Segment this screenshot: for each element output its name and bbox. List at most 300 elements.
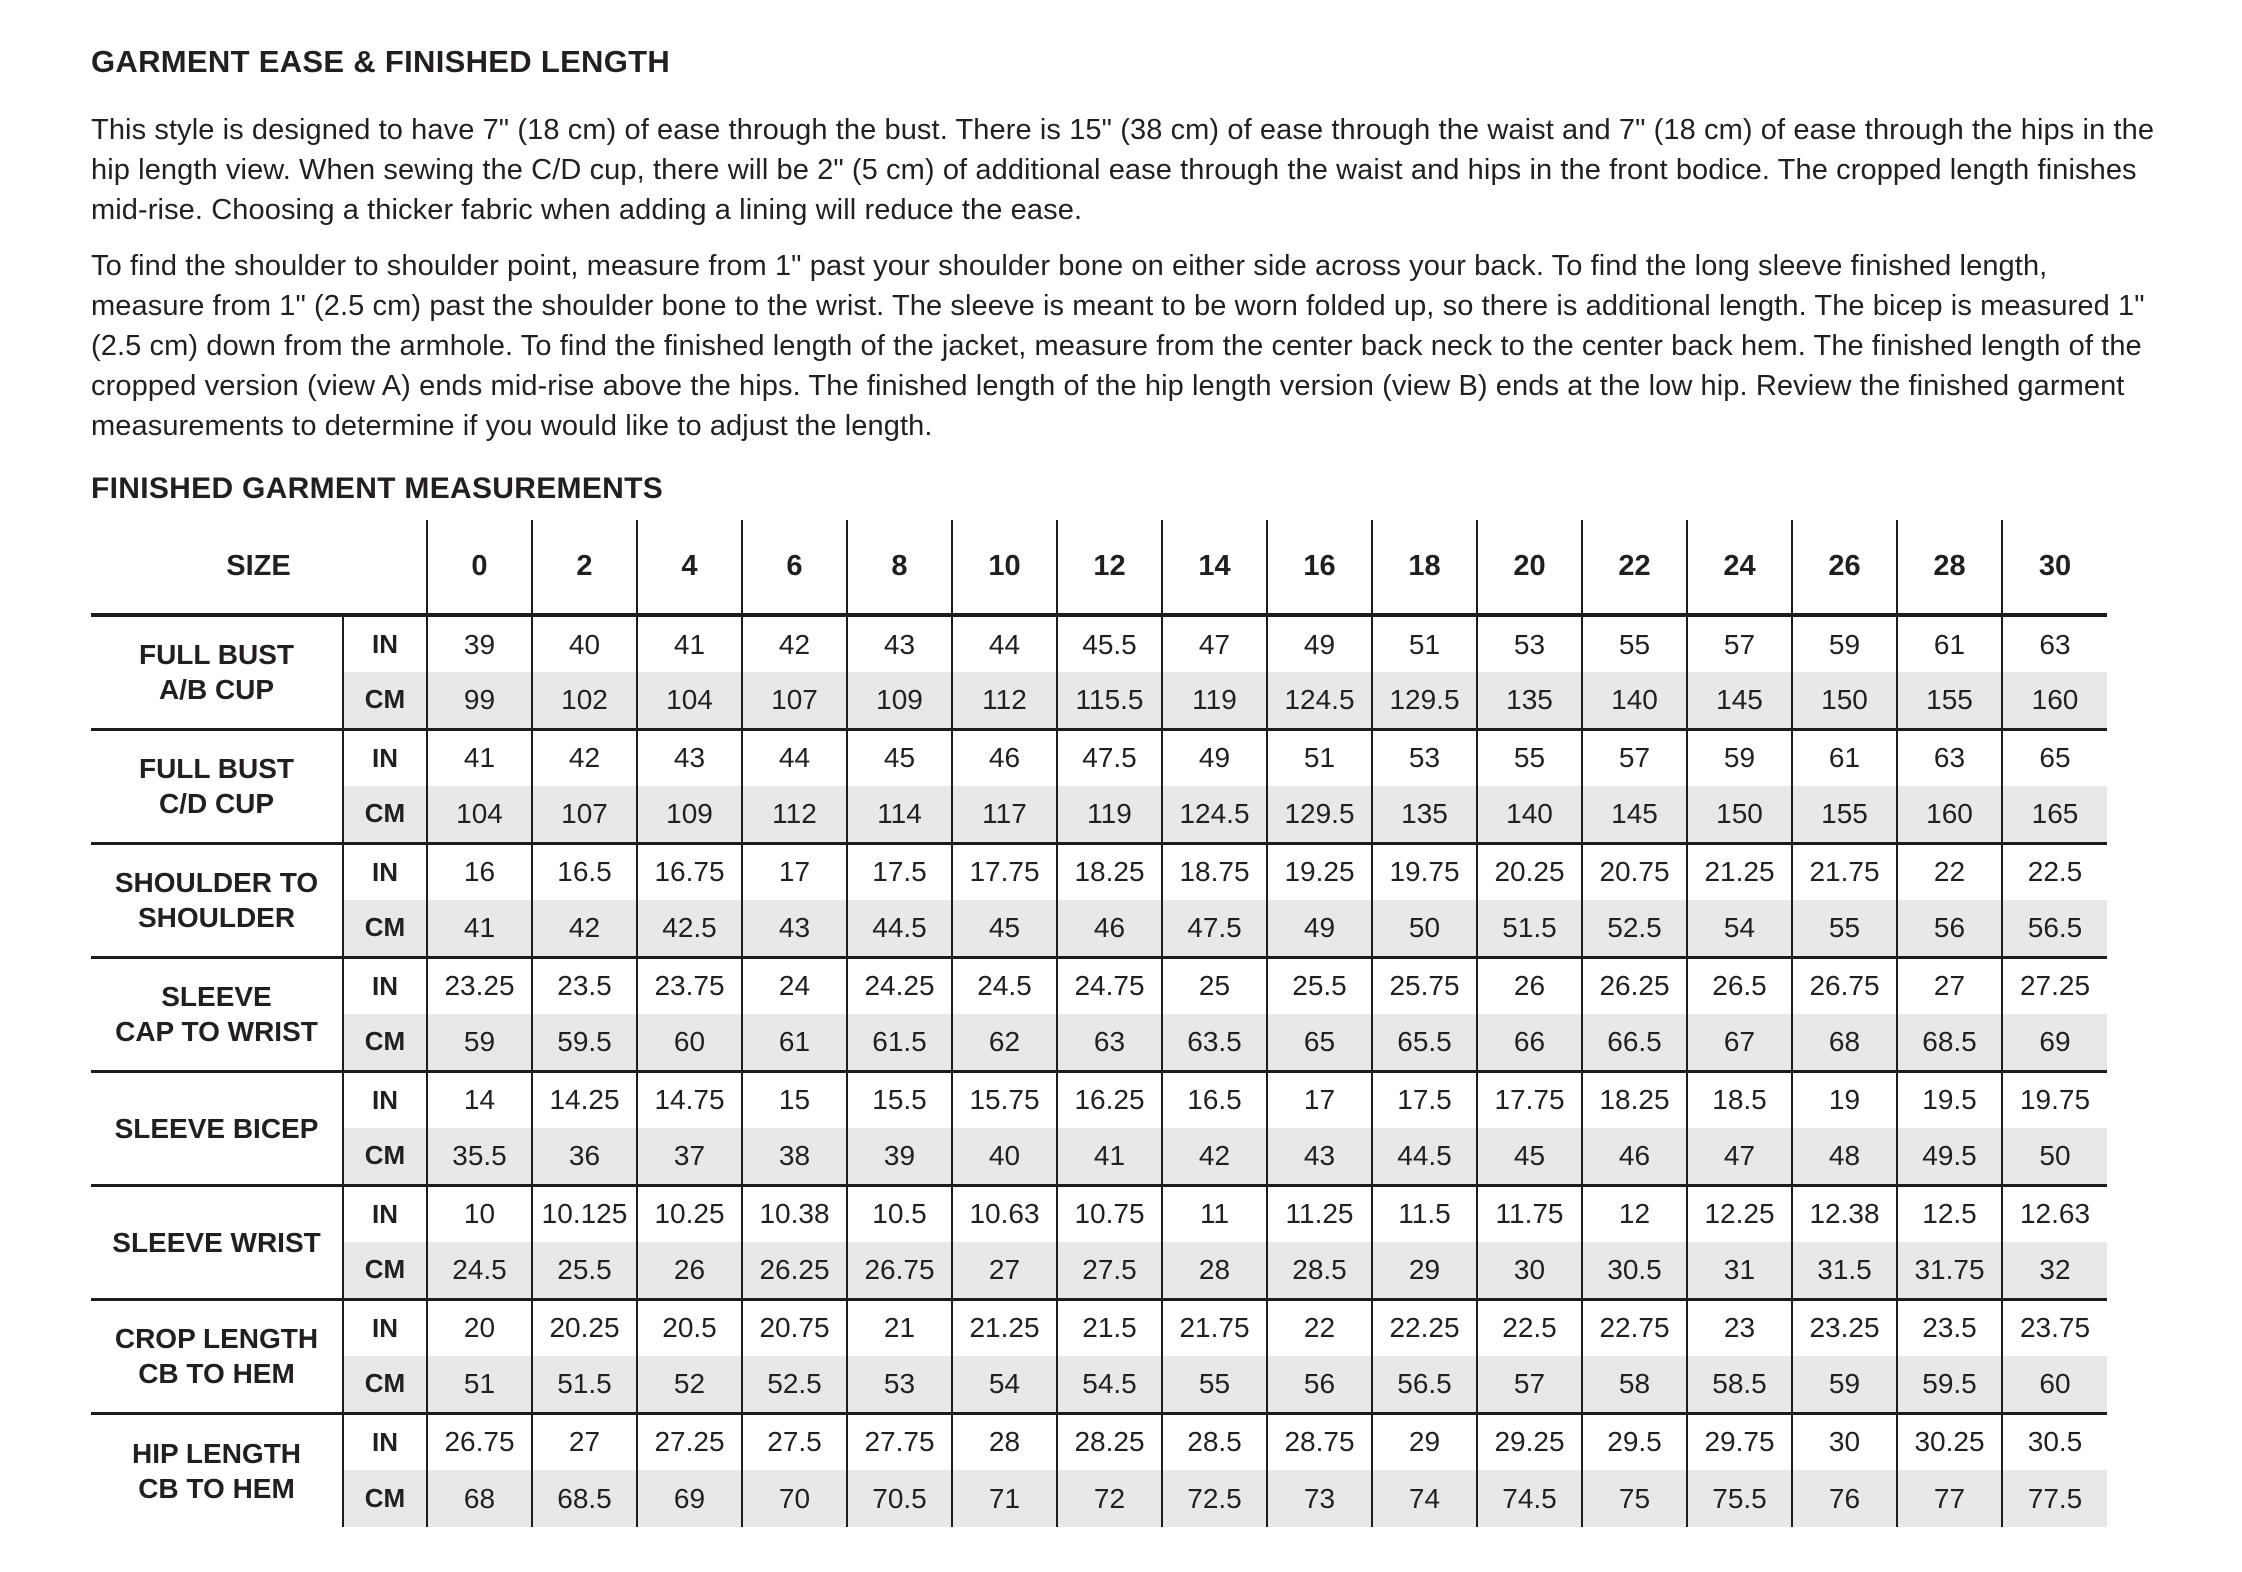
size-header-10: 10	[952, 520, 1057, 615]
value-cm: 51.5	[1477, 900, 1582, 957]
value-cm: 31.75	[1897, 1242, 2002, 1299]
value-cm: 140	[1582, 672, 1687, 729]
value-cm: 70.5	[847, 1470, 952, 1527]
value-cm: 47.5	[1162, 900, 1267, 957]
value-cm: 30	[1477, 1242, 1582, 1299]
measurement-in-row	[91, 1413, 2107, 1470]
value-in: 12.5	[1897, 1185, 2002, 1242]
value-in: 21.5	[1057, 1299, 1162, 1356]
measurement-in-row	[91, 1299, 2107, 1356]
value-in: 29	[1372, 1413, 1477, 1470]
value-cm: 54	[1687, 900, 1792, 957]
size-header-6: 6	[742, 520, 847, 615]
value-cm: 165	[2002, 786, 2107, 843]
value-cm: 60	[2002, 1356, 2107, 1413]
value-in: 28	[952, 1413, 1057, 1470]
value-in: 51	[1372, 615, 1477, 672]
value-in: 26.75	[427, 1413, 532, 1470]
value-cm: 115.5	[1057, 672, 1162, 729]
value-cm: 54	[952, 1356, 1057, 1413]
value-cm: 56	[1267, 1356, 1372, 1413]
unit-label-in: IN	[343, 1299, 427, 1356]
value-cm: 124.5	[1267, 672, 1372, 729]
unit-label-cm: CM	[343, 1128, 427, 1185]
value-cm: 68.5	[1897, 1014, 2002, 1071]
measurement-in-row	[91, 729, 2107, 786]
value-cm: 25.5	[532, 1242, 637, 1299]
value-cm: 109	[637, 786, 742, 843]
value-cm: 160	[1897, 786, 2002, 843]
measurement-label: SLEEVE WRIST	[91, 1185, 343, 1299]
value-cm: 102	[532, 672, 637, 729]
value-cm: 42.5	[637, 900, 742, 957]
value-cm: 26	[637, 1242, 742, 1299]
value-in: 15	[742, 1071, 847, 1128]
value-cm: 155	[1792, 786, 1897, 843]
value-in: 44	[742, 729, 847, 786]
value-in: 19.75	[1372, 843, 1477, 900]
value-in: 15.75	[952, 1071, 1057, 1128]
value-cm: 56	[1897, 900, 2002, 957]
measurement-in-row	[91, 615, 2107, 672]
value-cm: 99	[427, 672, 532, 729]
value-cm: 41	[427, 900, 532, 957]
value-cm: 36	[532, 1128, 637, 1185]
value-in: 18.25	[1582, 1071, 1687, 1128]
value-cm: 52	[637, 1356, 742, 1413]
value-cm: 24.5	[427, 1242, 532, 1299]
value-in: 61	[1792, 729, 1897, 786]
value-in: 26.25	[1582, 957, 1687, 1014]
size-header-16: 16	[1267, 520, 1372, 615]
value-cm: 124.5	[1162, 786, 1267, 843]
value-cm: 51	[427, 1356, 532, 1413]
value-in: 20.75	[1582, 843, 1687, 900]
value-in: 15.5	[847, 1071, 952, 1128]
value-in: 53	[1372, 729, 1477, 786]
size-header-row	[91, 520, 2107, 615]
value-in: 45	[847, 729, 952, 786]
value-cm: 72	[1057, 1470, 1162, 1527]
unit-label-in: IN	[343, 1071, 427, 1128]
value-in: 11.5	[1372, 1185, 1477, 1242]
value-in: 20.75	[742, 1299, 847, 1356]
value-cm: 129.5	[1372, 672, 1477, 729]
value-in: 10.25	[637, 1185, 742, 1242]
value-in: 21	[847, 1299, 952, 1356]
value-cm: 69	[2002, 1014, 2107, 1071]
value-cm: 56.5	[2002, 900, 2107, 957]
measurement-cm-row	[91, 1014, 2107, 1071]
size-header-2: 2	[532, 520, 637, 615]
value-cm: 58	[1582, 1356, 1687, 1413]
value-in: 12.38	[1792, 1185, 1897, 1242]
value-cm: 68.5	[532, 1470, 637, 1527]
value-in: 11.25	[1267, 1185, 1372, 1242]
value-cm: 55	[1792, 900, 1897, 957]
value-in: 22	[1267, 1299, 1372, 1356]
value-cm: 31	[1687, 1242, 1792, 1299]
value-cm: 104	[427, 786, 532, 843]
value-in: 21.75	[1792, 843, 1897, 900]
unit-label-in: IN	[343, 843, 427, 900]
value-in: 24.25	[847, 957, 952, 1014]
size-header-0: 0	[427, 520, 532, 615]
section-title-finished-measurements: FINISHED GARMENT MEASUREMENTS	[91, 472, 664, 505]
value-in: 16	[427, 843, 532, 900]
value-in: 24	[742, 957, 847, 1014]
value-cm: 27	[952, 1242, 1057, 1299]
value-cm: 145	[1582, 786, 1687, 843]
value-in: 23.75	[637, 957, 742, 1014]
value-in: 29.75	[1687, 1413, 1792, 1470]
value-in: 27.75	[847, 1413, 952, 1470]
value-cm: 35.5	[427, 1128, 532, 1185]
value-in: 27	[1897, 957, 2002, 1014]
value-in: 16.5	[1162, 1071, 1267, 1128]
value-cm: 32	[2002, 1242, 2107, 1299]
value-cm: 57	[1477, 1356, 1582, 1413]
value-cm: 39	[847, 1128, 952, 1185]
value-cm: 41	[1057, 1128, 1162, 1185]
measurement-cm-row	[91, 1470, 2107, 1527]
value-in: 19	[1792, 1071, 1897, 1128]
value-cm: 67	[1687, 1014, 1792, 1071]
value-cm: 119	[1057, 786, 1162, 843]
value-in: 21.75	[1162, 1299, 1267, 1356]
unit-label-cm: CM	[343, 786, 427, 843]
value-cm: 66	[1477, 1014, 1582, 1071]
value-cm: 62	[952, 1014, 1057, 1071]
value-in: 20.25	[532, 1299, 637, 1356]
measurement-cm-row	[91, 900, 2107, 957]
value-cm: 160	[2002, 672, 2107, 729]
value-in: 41	[427, 729, 532, 786]
value-cm: 29	[1372, 1242, 1477, 1299]
value-cm: 26.75	[847, 1242, 952, 1299]
value-cm: 75.5	[1687, 1470, 1792, 1527]
value-cm: 45	[1477, 1128, 1582, 1185]
value-cm: 60	[637, 1014, 742, 1071]
value-in: 17	[1267, 1071, 1372, 1128]
value-in: 17.5	[847, 843, 952, 900]
value-cm: 150	[1792, 672, 1897, 729]
value-in: 59	[1792, 615, 1897, 672]
value-cm: 63	[1057, 1014, 1162, 1071]
value-in: 17.5	[1372, 1071, 1477, 1128]
measurement-label: HIP LENGTH CB TO HEM	[91, 1413, 343, 1527]
size-header-20: 20	[1477, 520, 1582, 615]
value-in: 65	[2002, 729, 2107, 786]
value-cm: 69	[637, 1470, 742, 1527]
value-in: 22	[1897, 843, 2002, 900]
value-cm: 43	[742, 900, 847, 957]
value-in: 23.25	[1792, 1299, 1897, 1356]
value-cm: 150	[1687, 786, 1792, 843]
value-cm: 112	[952, 672, 1057, 729]
paragraph-ease-description: This style is designed to have 7" (18 cm) of ease through the bust. There is 15" (38 cm) of ease through the waist and 7" (18 cm) of ease through the hips in the hip length view. When sewing the C/D cup, there will be 2" (5 cm) of additional ease through the waist and hips in the front bodice. The cropped length finishes mid-rise. Choosing a thicker fabric when adding a lining will reduce the ease.	[91, 114, 2155, 226]
value-cm: 47	[1687, 1128, 1792, 1185]
size-header-14: 14	[1162, 520, 1267, 615]
value-in: 27	[532, 1413, 637, 1470]
value-in: 19.25	[1267, 843, 1372, 900]
value-cm: 65	[1267, 1014, 1372, 1071]
value-cm: 68	[427, 1470, 532, 1527]
value-cm: 31.5	[1792, 1242, 1897, 1299]
value-in: 30.5	[2002, 1413, 2107, 1470]
value-in: 10.63	[952, 1185, 1057, 1242]
paragraph-measuring-instructions: To find the shoulder to shoulder point, measure from 1" past your shoulder bone on either side across your back. To find the long sleeve finished length, measure from 1" (2.5 cm) past the shoulder bone to the wrist. The sleeve is meant to be worn folded up, so there is additional length. The bicep is measured 1" (2.5 cm) down from the armhole. To find the finished length of the jacket, measure from the center back neck to the center back hem. The finished length of the cropped version (view A) ends mid-rise above the hips. The finished length of the hip length version (view B) ends at the low hip. Review the finished garment measurements to determine if you would like to adjust the length.	[91, 250, 2145, 442]
value-in: 12	[1582, 1185, 1687, 1242]
value-in: 28.25	[1057, 1413, 1162, 1470]
value-in: 21.25	[1687, 843, 1792, 900]
measurement-label: FULL BUST C/D CUP	[91, 729, 343, 843]
value-in: 41	[637, 615, 742, 672]
value-in: 28.75	[1267, 1413, 1372, 1470]
section-title-garment-ease: GARMENT EASE & FINISHED LENGTH	[91, 44, 671, 79]
value-in: 42	[742, 615, 847, 672]
size-header-label: SIZE	[91, 520, 427, 615]
value-in: 27.25	[2002, 957, 2107, 1014]
value-cm: 38	[742, 1128, 847, 1185]
value-cm: 135	[1477, 672, 1582, 729]
value-cm: 61	[742, 1014, 847, 1071]
value-in: 16.5	[532, 843, 637, 900]
value-cm: 107	[532, 786, 637, 843]
value-cm: 48	[1792, 1128, 1897, 1185]
value-in: 47	[1162, 615, 1267, 672]
value-in: 17.75	[952, 843, 1057, 900]
value-in: 22.5	[2002, 843, 2107, 900]
measurement-in-row	[91, 843, 2107, 900]
value-in: 28.5	[1162, 1413, 1267, 1470]
size-header-30: 30	[2002, 520, 2107, 615]
value-in: 17	[742, 843, 847, 900]
value-cm: 74	[1372, 1470, 1477, 1527]
value-cm: 44.5	[1372, 1128, 1477, 1185]
value-cm: 42	[532, 900, 637, 957]
value-cm: 145	[1687, 672, 1792, 729]
measurement-cm-row	[91, 672, 2107, 729]
value-cm: 30.5	[1582, 1242, 1687, 1299]
value-in: 19.75	[2002, 1071, 2107, 1128]
value-in: 14.25	[532, 1071, 637, 1128]
value-in: 20.5	[637, 1299, 742, 1356]
value-in: 27.5	[742, 1413, 847, 1470]
value-in: 25	[1162, 957, 1267, 1014]
value-cm: 58.5	[1687, 1356, 1792, 1413]
unit-label-in: IN	[343, 1185, 427, 1242]
value-in: 59	[1687, 729, 1792, 786]
value-cm: 63.5	[1162, 1014, 1267, 1071]
value-cm: 56.5	[1372, 1356, 1477, 1413]
measurement-label: SLEEVE BICEP	[91, 1071, 343, 1185]
value-in: 29.5	[1582, 1413, 1687, 1470]
value-in: 18.25	[1057, 843, 1162, 900]
value-cm: 70	[742, 1470, 847, 1527]
value-in: 10.5	[847, 1185, 952, 1242]
measurement-in-row	[91, 1185, 2107, 1242]
value-in: 23.25	[427, 957, 532, 1014]
value-in: 26	[1477, 957, 1582, 1014]
unit-label-cm: CM	[343, 1356, 427, 1413]
unit-label-in: IN	[343, 729, 427, 786]
value-in: 25.75	[1372, 957, 1477, 1014]
unit-label-cm: CM	[343, 672, 427, 729]
unit-label-cm: CM	[343, 1470, 427, 1527]
unit-label-cm: CM	[343, 1242, 427, 1299]
value-in: 20	[427, 1299, 532, 1356]
value-in: 30	[1792, 1413, 1897, 1470]
value-in: 12.25	[1687, 1185, 1792, 1242]
value-in: 51	[1267, 729, 1372, 786]
value-in: 27.25	[637, 1413, 742, 1470]
value-cm: 49	[1267, 900, 1372, 957]
value-in: 24.5	[952, 957, 1057, 1014]
value-in: 55	[1582, 615, 1687, 672]
value-cm: 73	[1267, 1470, 1372, 1527]
value-cm: 117	[952, 786, 1057, 843]
value-in: 25.5	[1267, 957, 1372, 1014]
value-in: 42	[532, 729, 637, 786]
value-in: 18.5	[1687, 1071, 1792, 1128]
value-cm: 37	[637, 1128, 742, 1185]
value-cm: 68	[1792, 1014, 1897, 1071]
unit-label-cm: CM	[343, 900, 427, 957]
size-header-26: 26	[1792, 520, 1897, 615]
value-in: 55	[1477, 729, 1582, 786]
value-cm: 45	[952, 900, 1057, 957]
size-header-24: 24	[1687, 520, 1792, 615]
unit-label-cm: CM	[343, 1014, 427, 1071]
measurement-cm-row	[91, 1128, 2107, 1185]
value-in: 23.75	[2002, 1299, 2107, 1356]
value-cm: 53	[847, 1356, 952, 1413]
value-in: 61	[1897, 615, 2002, 672]
value-in: 10.125	[532, 1185, 637, 1242]
value-in: 10.38	[742, 1185, 847, 1242]
value-in: 22.25	[1372, 1299, 1477, 1356]
value-in: 11	[1162, 1185, 1267, 1242]
value-cm: 129.5	[1267, 786, 1372, 843]
value-cm: 28	[1162, 1242, 1267, 1299]
value-in: 22.75	[1582, 1299, 1687, 1356]
value-in: 20.25	[1477, 843, 1582, 900]
value-cm: 75	[1582, 1470, 1687, 1527]
value-in: 43	[847, 615, 952, 672]
value-cm: 42	[1162, 1128, 1267, 1185]
value-cm: 59.5	[532, 1014, 637, 1071]
value-in: 10	[427, 1185, 532, 1242]
measurement-cm-row	[91, 1356, 2107, 1413]
unit-label-in: IN	[343, 957, 427, 1014]
value-in: 17.75	[1477, 1071, 1582, 1128]
value-in: 23.5	[1897, 1299, 2002, 1356]
value-cm: 71	[952, 1470, 1057, 1527]
value-cm: 27.5	[1057, 1242, 1162, 1299]
value-cm: 46	[1582, 1128, 1687, 1185]
value-cm: 76	[1792, 1470, 1897, 1527]
value-in: 63	[1897, 729, 2002, 786]
value-cm: 140	[1477, 786, 1582, 843]
value-cm: 52.5	[742, 1356, 847, 1413]
measurement-label: SHOULDER TO SHOULDER	[91, 843, 343, 957]
value-cm: 43	[1267, 1128, 1372, 1185]
value-cm: 61.5	[847, 1014, 952, 1071]
value-in: 63	[2002, 615, 2107, 672]
value-in: 24.75	[1057, 957, 1162, 1014]
value-cm: 77	[1897, 1470, 2002, 1527]
value-in: 30.25	[1897, 1413, 2002, 1470]
value-cm: 155	[1897, 672, 2002, 729]
value-cm: 55	[1162, 1356, 1267, 1413]
value-cm: 44.5	[847, 900, 952, 957]
value-cm: 50	[1372, 900, 1477, 957]
value-in: 18.75	[1162, 843, 1267, 900]
value-cm: 109	[847, 672, 952, 729]
measurement-in-row	[91, 957, 2107, 1014]
value-cm: 51.5	[532, 1356, 637, 1413]
value-in: 57	[1687, 615, 1792, 672]
value-cm: 28.5	[1267, 1242, 1372, 1299]
value-in: 16.75	[637, 843, 742, 900]
value-cm: 135	[1372, 786, 1477, 843]
value-cm: 112	[742, 786, 847, 843]
value-cm: 107	[742, 672, 847, 729]
measurement-label: SLEEVE CAP TO WRIST	[91, 957, 343, 1071]
value-in: 21.25	[952, 1299, 1057, 1356]
value-in: 46	[952, 729, 1057, 786]
value-cm: 104	[637, 672, 742, 729]
value-in: 11.75	[1477, 1185, 1582, 1242]
value-cm: 49.5	[1897, 1128, 2002, 1185]
measurement-label: FULL BUST A/B CUP	[91, 615, 343, 729]
value-in: 29.25	[1477, 1413, 1582, 1470]
size-header-12: 12	[1057, 520, 1162, 615]
value-cm: 40	[952, 1128, 1057, 1185]
value-cm: 50	[2002, 1128, 2107, 1185]
value-in: 22.5	[1477, 1299, 1582, 1356]
value-in: 23.5	[532, 957, 637, 1014]
measurement-in-row	[91, 1071, 2107, 1128]
measurement-label: CROP LENGTH CB TO HEM	[91, 1299, 343, 1413]
value-cm: 26.25	[742, 1242, 847, 1299]
unit-label-in: IN	[343, 1413, 427, 1470]
measurement-cm-row	[91, 786, 2107, 843]
value-in: 14.75	[637, 1071, 742, 1128]
value-cm: 54.5	[1057, 1356, 1162, 1413]
value-in: 10.75	[1057, 1185, 1162, 1242]
finished-garment-measurements-table	[91, 520, 2107, 1527]
value-cm: 72.5	[1162, 1470, 1267, 1527]
size-header-18: 18	[1372, 520, 1477, 615]
measurement-cm-row	[91, 1242, 2107, 1299]
value-in: 43	[637, 729, 742, 786]
value-cm: 114	[847, 786, 952, 843]
value-in: 47.5	[1057, 729, 1162, 786]
value-cm: 52.5	[1582, 900, 1687, 957]
value-in: 16.25	[1057, 1071, 1162, 1128]
value-in: 44	[952, 615, 1057, 672]
value-in: 12.63	[2002, 1185, 2107, 1242]
value-in: 40	[532, 615, 637, 672]
value-in: 57	[1582, 729, 1687, 786]
size-header-28: 28	[1897, 520, 2002, 615]
value-in: 26.75	[1792, 957, 1897, 1014]
value-cm: 119	[1162, 672, 1267, 729]
value-in: 14	[427, 1071, 532, 1128]
value-cm: 77.5	[2002, 1470, 2107, 1527]
